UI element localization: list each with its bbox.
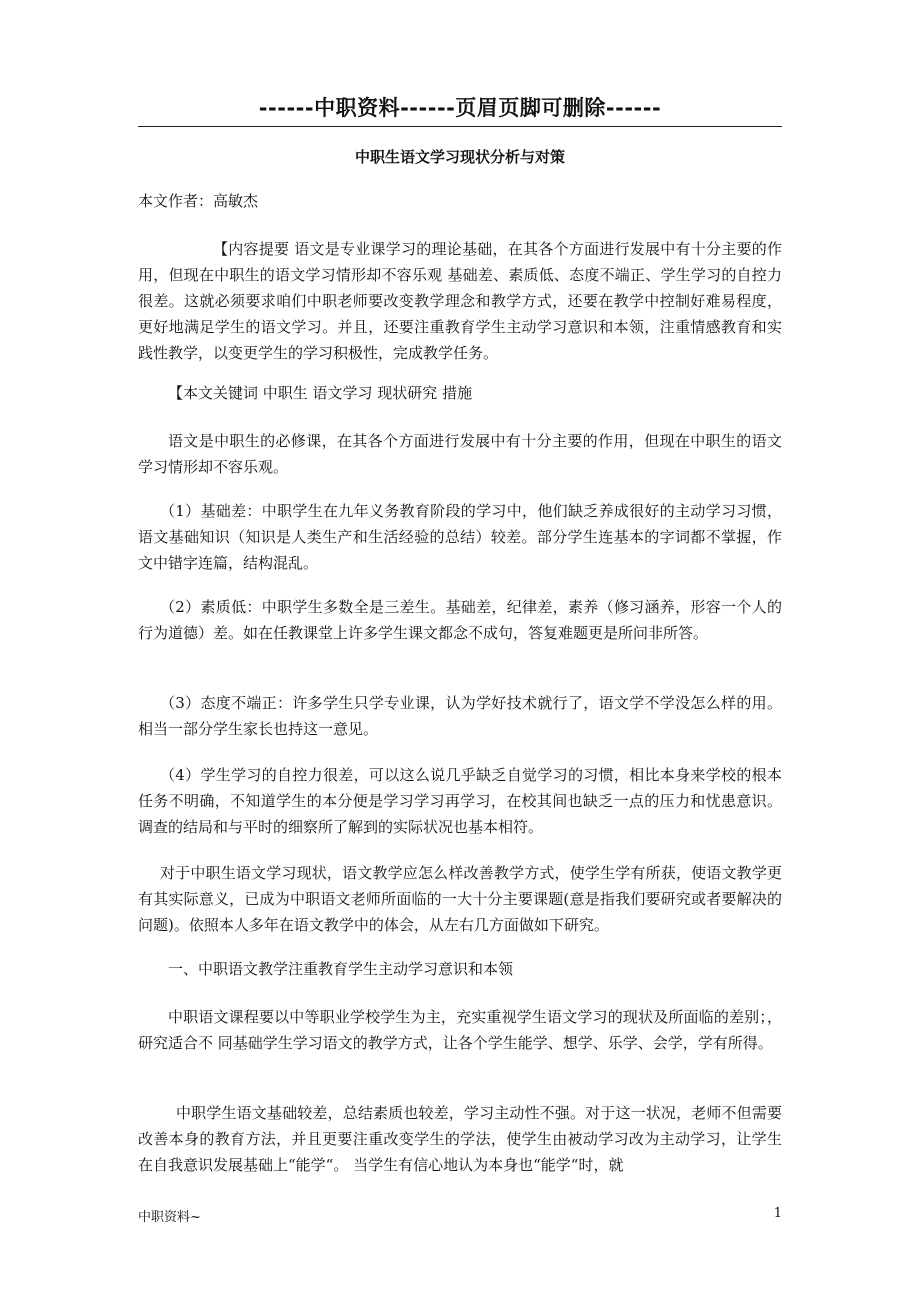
page-footer-text: 中职资料~	[138, 1210, 201, 1225]
intro-paragraph: 语文是中职生的必修课，在其各个方面进行发展中有十分主要的作用，但现在中职生的语文学习情形却不容乐观。	[138, 432, 782, 476]
transition-paragraph: 对于中职生语文学习现状，语文教学应怎么样改善教学方式，使学生学有所获，使语文教学更有其实际意义，已成为中职语文老师所面临的一大十分主要课题(意是指我们要研究或者要解决的问题)。依照本人多年在语文教学中的体会，从左右几方面做如下研究。	[138, 864, 782, 934]
body-paragraph: 中职学生语文基础较差，总结素质也较差，学习主动性不强。对于这一状况，老师不但需要改善本身的教育方法，并且更要注重改变学生的学法，使学生由被动学习改为主动学习，让学生在自我意识发展基础上“能学“。 当学生有信心地认为本身也“能学“时，就	[138, 1104, 782, 1174]
abstract-paragraph: 【内容提要 语文是专业课学习的理论基础，在其各个方面进行发展中有十分主要的作用，但现在中职生的语文学习情形却不容乐观 基础差、素质低、态度不端正、学生学习的自控力很差。这就必须要求咱们中职老师要改变教学理念和教学方式，还要在教学中控制好难易程度，更好地满足学生的语文学习。并且，还要注重教育学生主动学习意识和本领，注重情感教育和实践性教学，以变更学生的学习积极性，完成教学任务。	[138, 240, 782, 362]
header-rule	[138, 126, 782, 127]
document-title: 中职生语文学习现状分析与对策	[354, 148, 565, 166]
keywords-paragraph: 【本文关键词 中职生 语文学习 现状研究 措施	[168, 384, 473, 402]
author-line: 本文作者：高敏杰	[138, 192, 259, 210]
issue-paragraph-4: （4）学生学习的自控力很差，可以这么说几乎缺乏自觉学习的习惯，相比本身来学校的根本任务不明确，不知道学生的本分便是学习学习再学习，在校其间也缺乏一点的压力和忧患意识。调查的结局和与平时的细察所了解到的实际状况也基本相符。	[138, 766, 782, 836]
issue-paragraph-1: （1）基础差：中职学生在九年义务教育阶段的学习中，他们缺乏养成很好的主动学习习惯，语文基础知识（知识是人类生产和生活经验的总结）较差。部分学生连基本的字词都不掌握，作文中错字连篇，结构混乱。	[138, 502, 782, 572]
issue-paragraph-3: （3）态度不端正：许多学生只学专业课，认为学好技术就行了，语文学不学没怎么样的用。相当一部分学生家长也持这一意见。	[138, 694, 782, 738]
section-heading: 一、中职语文教学注重教育学生主动学习意识和本领	[168, 960, 514, 978]
issue-paragraph-2: （2）素质低：中职学生多数全是三差生。基础差，纪律差，素养（修习涵养，形容一个人的行为道德）差。如在任教课堂上许多学生课文都念不成句，答复难题更是所问非所答。	[138, 598, 782, 642]
page-number: 1	[773, 1206, 782, 1221]
page-header: ------中职资料------页眉页脚可删除------	[258, 96, 662, 120]
body-paragraph: 中职语文课程要以中等职业学校学生为主，充实重视学生语文学习的现状及所面临的差别；，研究适合不 同基础学生学习语文的教学方式，让各个学生能学、想学、乐学、会学，学有所得。	[138, 1008, 782, 1052]
